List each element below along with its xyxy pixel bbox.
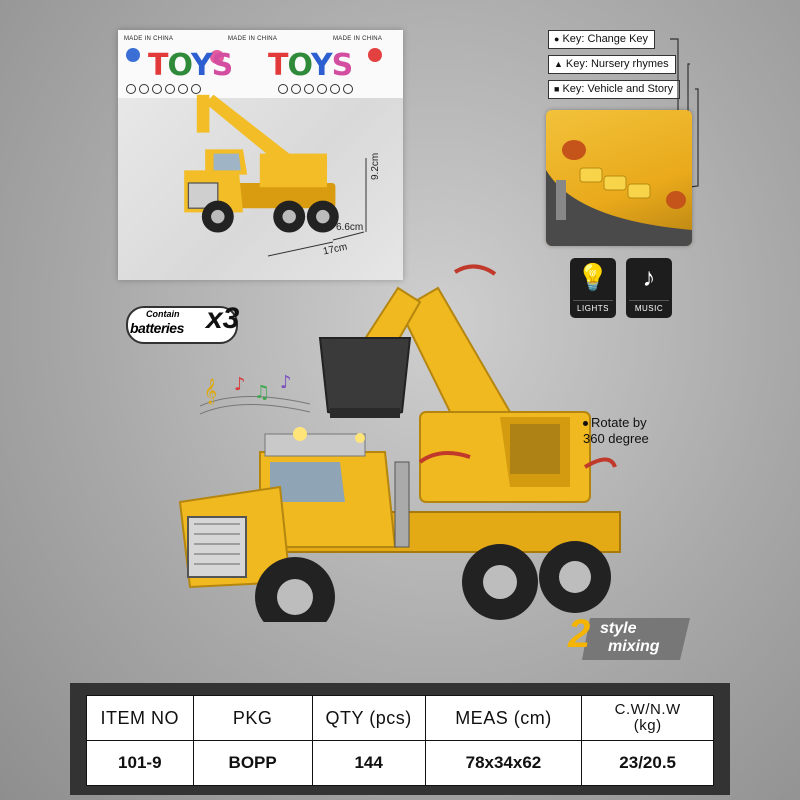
package-bag-image (118, 30, 403, 280)
svg-text:♪: ♪ (234, 374, 246, 395)
rotate-line2: 360 degree (583, 431, 649, 446)
spec-value-row (87, 741, 714, 786)
value-pkg: BOPP (193, 741, 312, 786)
mixing-word: mixing (608, 638, 660, 655)
rotate-line1: Rotate by (591, 415, 647, 430)
key-nursery-label: ▲ Key: Nursery rhymes (548, 55, 676, 74)
key-change-label: ● Key: Change Key (548, 30, 655, 49)
svg-text:𝄞: 𝄞 (204, 379, 218, 404)
made-in-text: MADE IN CHINA (228, 36, 278, 42)
value-weight: 23/20.5 (582, 741, 714, 786)
batteries-line1: Contain (146, 309, 180, 319)
made-in-text: MADE IN CHINA (333, 36, 383, 42)
spec-header-row (87, 696, 714, 741)
button-panel-illustration (546, 110, 692, 246)
bullet-dot (583, 421, 588, 426)
value-meas: 78x34x62 (425, 741, 582, 786)
lights-label: LIGHTS (573, 300, 613, 314)
dimension-length: 17cm (322, 241, 349, 258)
style-count: 2 (568, 612, 591, 656)
dimension-depth: 6.6cm (336, 222, 364, 233)
svg-text:♫: ♫ (254, 382, 271, 403)
header-weight: C.W/N.W (kg) (582, 696, 714, 741)
value-qty: 144 (312, 741, 425, 786)
excavator-truck-illustration (170, 262, 650, 622)
value-item-no: 101-9 (87, 741, 194, 786)
music-label: MUSIC (629, 300, 669, 314)
dimension-height: 9.2cm (370, 152, 381, 180)
rotate-caption (583, 415, 649, 447)
spec-table-frame (70, 683, 730, 795)
svg-text:♪: ♪ (280, 372, 292, 393)
header-pkg: PKG (193, 696, 312, 741)
style-mixing-badge (560, 612, 690, 662)
made-in-text: MADE IN CHINA (124, 36, 174, 42)
header-qty: QTY (pcs) (312, 696, 425, 741)
music-note-icon: ♪ (642, 262, 656, 292)
header-meas: MEAS (cm) (425, 696, 582, 741)
spec-table (86, 695, 714, 786)
batteries-count: x3 (206, 302, 240, 335)
batteries-line2: batteries (130, 320, 184, 336)
toys-logo: TOYS (148, 48, 233, 83)
toys-logo: TOYS (268, 48, 353, 83)
style-word: style (600, 620, 637, 637)
packaged-truck-illustration (118, 30, 403, 280)
header-item-no: ITEM NO (87, 696, 194, 741)
button-panel-closeup (546, 110, 692, 246)
bulb-icon: 💡 (576, 262, 610, 292)
key-vehicle-label: ■ Key: Vehicle and Story (548, 80, 680, 99)
